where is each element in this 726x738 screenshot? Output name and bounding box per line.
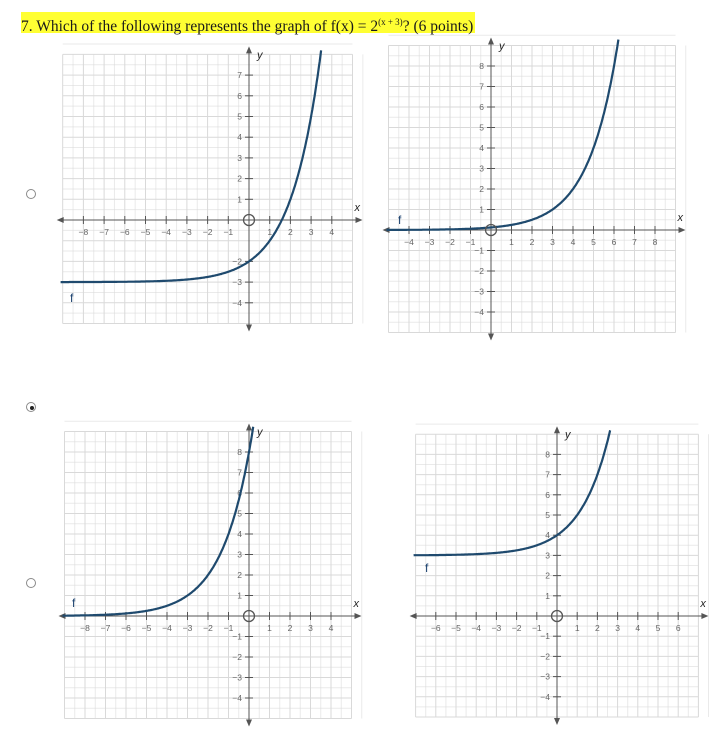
x-tick-label: 6 (611, 237, 617, 247)
y-tick-label: 7 (237, 70, 242, 81)
x-axis-arrow (701, 613, 708, 619)
y-tick-label: 8 (237, 447, 242, 457)
y-tick-label: 3 (479, 163, 484, 174)
x-tick-label: 2 (595, 623, 600, 633)
y-axis-arrow (488, 334, 494, 341)
y-tick-label: 6 (479, 102, 484, 112)
x-tick-label: −7 (99, 227, 109, 237)
y-tick-label: 1 (545, 590, 550, 601)
y-axis-label: y (499, 40, 505, 53)
x-tick-label: 2 (288, 227, 293, 237)
x-tick-label: 4 (329, 227, 335, 237)
x-tick-label: −6 (121, 623, 131, 633)
curve-label: f (398, 213, 402, 227)
x-axis-arrow (356, 217, 363, 223)
y-tick-label: −1 (232, 631, 242, 642)
x-tick-label: −6 (119, 227, 130, 237)
y-tick-label: −4 (540, 691, 550, 702)
question-suffix: ? (6 points) (402, 18, 474, 35)
x-tick-label: 1 (267, 623, 272, 633)
grid (65, 421, 362, 718)
x-tick-label: 8 (652, 237, 658, 247)
x-tick-label: 4 (328, 623, 334, 633)
y-tick-label: −1 (474, 245, 484, 256)
x-tick-label: −4 (404, 237, 414, 247)
y-axis-label: y (257, 49, 263, 62)
x-tick-label: −3 (182, 623, 193, 633)
x-tick-label: 3 (550, 237, 555, 247)
x-tick-label: −5 (451, 623, 461, 633)
question-text (21, 12, 475, 33)
y-axis-arrow (488, 38, 494, 45)
option-1-radio[interactable] (26, 189, 36, 199)
x-tick-label: −5 (140, 227, 151, 237)
x-axis-arrow (57, 217, 64, 223)
x-axis-arrow (355, 613, 362, 619)
x-tick-label: −3 (491, 623, 502, 633)
curve-label: f (70, 291, 74, 305)
curve-label: f (72, 596, 76, 610)
y-tick-label: −3 (474, 286, 484, 297)
grid (389, 35, 686, 332)
x-tick-label: 2 (287, 623, 293, 633)
x-tick-label: 1 (267, 227, 273, 237)
x-tick-label: −2 (202, 227, 213, 237)
x-tick-label: −1 (223, 623, 234, 633)
y-tick-label: 2 (237, 173, 242, 184)
x-tick-label: −4 (471, 623, 482, 633)
y-tick-label: −4 (232, 693, 242, 703)
y-axis-label: y (565, 429, 571, 442)
x-tick-label: 3 (308, 623, 313, 633)
y-tick-label: 6 (237, 488, 242, 498)
x-tick-label: 7 (632, 237, 637, 247)
y-tick-label: 2 (545, 570, 550, 581)
x-tick-label: −3 (424, 237, 435, 247)
option-2-radio[interactable] (26, 402, 36, 412)
y-axis-arrow (246, 46, 252, 53)
x-axis-label: x (700, 598, 706, 610)
x-tick-label: −2 (511, 623, 522, 633)
y-tick-label: −4 (232, 297, 242, 308)
question-prefix: 7. Which of the following represents the graph of f(x) = 2 (21, 18, 379, 35)
x-tick-label: −1 (531, 623, 542, 633)
y-tick-label: 3 (545, 550, 550, 561)
y-tick-label: 3 (237, 549, 242, 560)
curve-f (414, 430, 610, 555)
x-axis-arrow (679, 227, 686, 233)
x-tick-label: 3 (615, 623, 620, 633)
x-axis-label: x (354, 202, 360, 214)
x-axis-label: x (677, 212, 683, 224)
y-tick-label: 7 (479, 81, 484, 92)
x-tick-label: −5 (141, 623, 152, 633)
x-tick-label: −2 (445, 237, 455, 247)
y-axis-arrow (246, 424, 252, 431)
question-exponent: (x + 3) (378, 17, 403, 27)
graph-option-1a (60, 40, 360, 330)
x-tick-label: 5 (591, 237, 596, 247)
y-tick-label: 5 (237, 508, 242, 519)
y-tick-label: 5 (479, 122, 484, 133)
y-tick-label: 1 (479, 204, 484, 215)
x-tick-label: −4 (161, 227, 172, 237)
x-tick-label: −8 (80, 623, 90, 633)
y-tick-label: 6 (237, 90, 242, 101)
y-tick-label: 5 (237, 111, 242, 122)
x-axis-arrow (410, 613, 417, 619)
y-tick-label: 8 (479, 61, 484, 71)
x-tick-label: −7 (100, 623, 111, 633)
x-tick-label: −3 (182, 227, 192, 237)
x-tick-label: 6 (675, 623, 681, 633)
y-tick-label: 1 (237, 590, 242, 601)
x-tick-label: 5 (655, 623, 661, 633)
y-tick-label: 4 (237, 529, 242, 539)
grid (416, 424, 709, 717)
graph-option-2b (415, 429, 715, 730)
y-tick-label: −2 (232, 256, 242, 267)
option-3-radio[interactable] (26, 578, 36, 588)
curve-label: f (425, 561, 429, 575)
y-tick-label: 2 (479, 184, 484, 194)
y-tick-label: −2 (540, 651, 550, 662)
y-tick-label: −2 (232, 652, 242, 662)
x-tick-label: −4 (162, 623, 172, 633)
graph-option-2a (60, 426, 360, 722)
x-tick-label: −1 (223, 227, 234, 237)
x-axis-label: x (353, 598, 359, 610)
y-tick-label: 3 (237, 152, 242, 163)
x-tick-label: 1 (509, 237, 514, 247)
y-tick-label: 4 (545, 530, 550, 541)
graph-option-1b (390, 40, 690, 333)
y-tick-label: 5 (545, 510, 550, 520)
x-tick-label: 4 (570, 237, 576, 247)
y-tick-label: 6 (545, 489, 550, 500)
x-tick-label: 3 (308, 227, 314, 237)
y-axis-arrow (554, 426, 560, 433)
x-tick-label: −1 (465, 237, 476, 247)
y-tick-label: 1 (237, 194, 242, 205)
y-tick-label: −3 (540, 671, 550, 682)
x-tick-label: −2 (203, 623, 213, 633)
x-tick-label: 4 (635, 623, 641, 633)
y-tick-label: 7 (237, 467, 242, 478)
y-tick-label: −3 (232, 277, 242, 288)
x-tick-label: −6 (430, 623, 441, 633)
y-axis-arrow (246, 325, 252, 332)
curve-f (63, 427, 254, 616)
y-tick-label: −4 (474, 307, 484, 317)
x-tick-label: 1 (574, 623, 580, 633)
y-tick-label: 7 (545, 469, 550, 480)
y-axis-arrow (554, 718, 560, 725)
y-tick-label: 4 (479, 143, 484, 153)
y-axis-arrow (246, 720, 252, 727)
y-tick-label: −3 (232, 672, 242, 683)
y-tick-label: 2 (237, 570, 242, 580)
y-tick-label: 8 (545, 449, 550, 460)
x-tick-label: −8 (78, 227, 89, 237)
y-tick-label: 4 (237, 132, 242, 143)
y-tick-label: −2 (474, 266, 484, 276)
y-tick-label: −1 (540, 631, 550, 642)
y-axis-label: y (257, 426, 263, 439)
x-tick-label: 2 (529, 237, 535, 247)
